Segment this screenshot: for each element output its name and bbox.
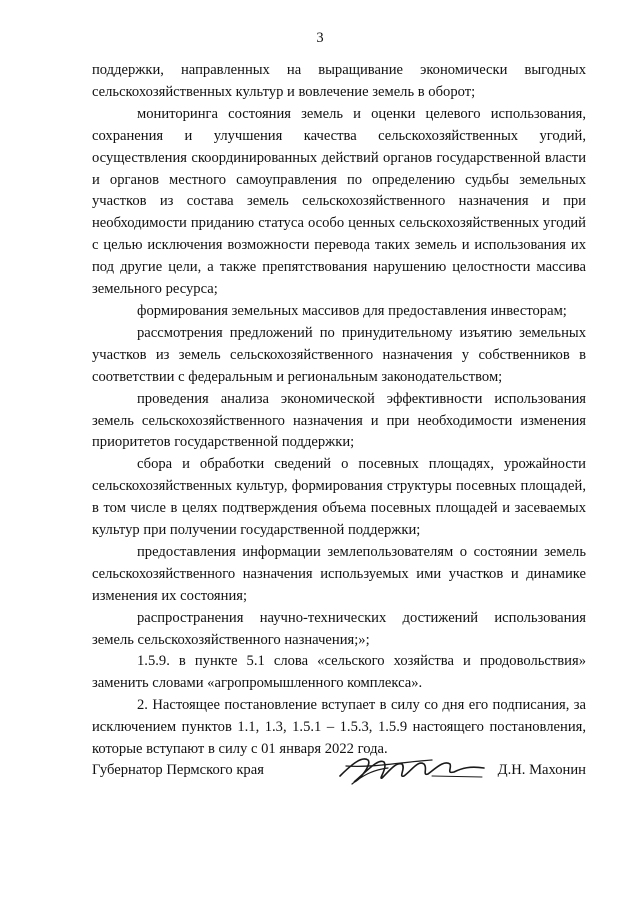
signatory-title: Губернатор Пермского края <box>92 762 264 778</box>
paragraph-continuation: поддержки, направленных на выращивание экономически выгодных сельскохозяйственных культур и вовлечение земель в оборот; <box>92 62 586 100</box>
paragraph-efficiency-analysis: проведения анализа экономической эффективности использования земель сельскохозяйственного назначения и при необходимости изменения приоритетов государственной поддержки; <box>92 390 586 451</box>
paragraph-monitoring: мониторинга состояния земель и оценки целевого использования, сохранения и улучшения качества сельскохозяйственных угодий, осуществления скоординированных действий органов государственной власти и органов местного самоуправления по определению судьбы земельных участков из состава земель сельскохозяйственного назначения и при необходимости приданию статуса особо ценных сельскохозяйственных угодий с целью исключения возможности перевода таких земель и использования их под другие цели, а также препятствования нарушению целостности массива земельного ресурса; <box>92 105 586 298</box>
document-body <box>92 60 586 761</box>
signatory-name: Д.Н. Махонин <box>497 762 586 778</box>
paragraph-1-5-9: 1.5.9. в пункте 5.1 слова «сельского хозяйства и продовольствия» заменить словами «агропромышленного комплекса». <box>92 653 586 692</box>
signature-block <box>92 760 586 790</box>
paragraph-sowing-data: сбора и обработки сведений о посевных площадях, урожайности сельскохозяйственных культур, формирования структуры посевных площадей, в том числе в целях подтверждения объема посевных площадей и засеваемых культур при получении государственной поддержки; <box>92 456 586 539</box>
handwritten-signature <box>332 746 492 796</box>
paragraph-expropriation: рассмотрения предложений по принудительному изъятию земельных участков из земель сельскохозяйственного назначения у собственников в соответствии с федеральным и региональным законодательством; <box>92 324 586 385</box>
paragraph-dissemination: распространения научно-технических достижений использования земель сельскохозяйственного назначения;»; <box>92 609 586 648</box>
page-number: 3 <box>316 30 324 46</box>
paragraph-information: предоставления информации землепользователям о состоянии земель сельскохозяйственного назначения используемых ими участков и динамике изменения их состояния; <box>92 543 586 604</box>
paragraph-2-effective-date: 2. Настоящее постановление вступает в силу со дня его подписания, за исключением пунктов 1.1, 1.3, 1.5.1 – 1.5.3, 1.5.9 настоящего постановления, которые вступают в силу с 01 января 2022 года. <box>92 697 586 758</box>
paragraph-land-arrays: формирования земельных массивов для предоставления инвесторам; <box>137 302 567 319</box>
